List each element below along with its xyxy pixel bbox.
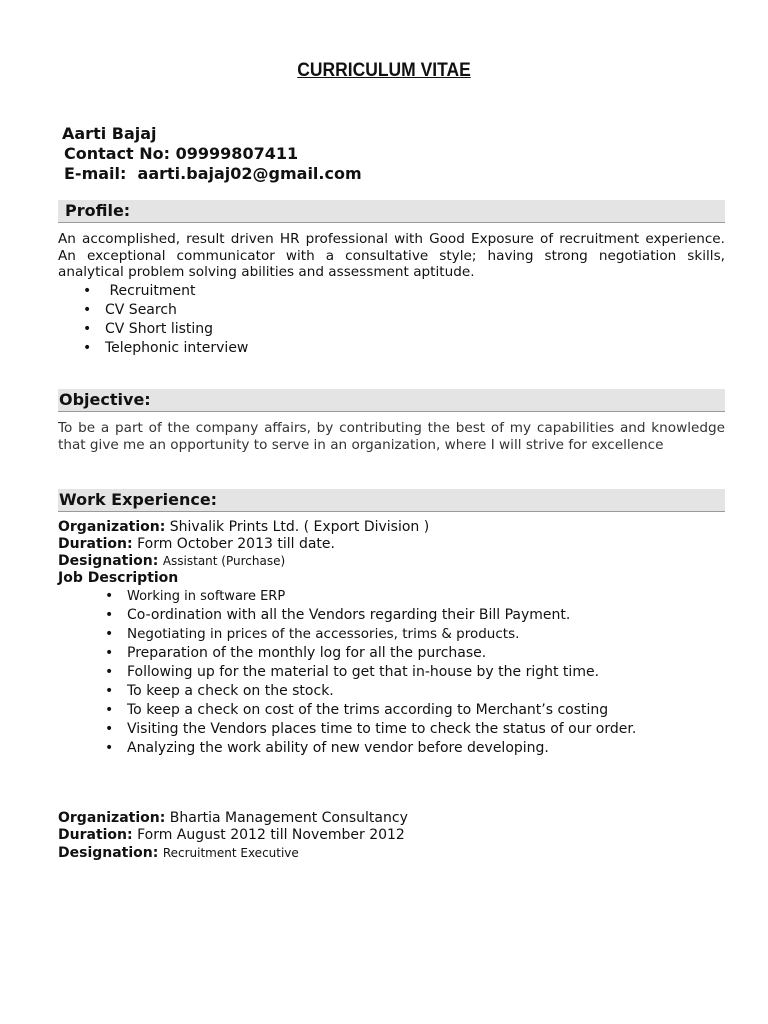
email-label: E-mail: xyxy=(64,164,127,183)
list-item: • Recruitment xyxy=(105,282,248,301)
job1-designation: Designation: Assistant (Purchase) xyxy=(58,553,286,569)
contact-label: Contact No: xyxy=(64,144,171,163)
list-item: • CV Short listing xyxy=(105,320,248,339)
list-item: • Preparation of the monthly log for all the purchase. xyxy=(127,644,636,663)
profile-skills-list xyxy=(105,282,248,358)
profile-heading-bar xyxy=(58,200,725,223)
contact-value: 09999807411 xyxy=(175,144,299,163)
list-item: • Visiting the Vendors places time to time to check the status of our order. xyxy=(127,720,636,739)
job2-organization: Organization: Bhartia Management Consultancy xyxy=(58,810,408,826)
list-item: • Following up for the material to get that in-house by the right time. xyxy=(127,663,636,682)
job2-designation: Designation: Recruitment Executive xyxy=(58,845,299,861)
list-item: • Negotiating in prices of the accessories, trims & products. xyxy=(127,625,636,644)
objective-text: To be a part of the company affairs, by contributing the best of my capabilities and knowledge that give me an opportunity to serve in an organization, where I will strive for excellence xyxy=(58,420,725,453)
work-experience-heading-bar xyxy=(58,489,725,512)
list-item: • Working in software ERP xyxy=(127,587,636,606)
profile-heading: Profile: xyxy=(65,201,131,220)
work-experience-heading: Work Experience: xyxy=(59,490,218,509)
job1-organization: Organization: Shivalik Prints Ltd. ( Export Division ) xyxy=(58,519,430,535)
job1-description-label: Job Description xyxy=(58,570,179,586)
job2-duration: Duration: Form August 2012 till November 2012 xyxy=(58,827,405,843)
list-item: • Co-ordination with all the Vendors regarding their Bill Payment. xyxy=(127,606,636,625)
job1-duties-list xyxy=(127,587,636,758)
list-item: • CV Search xyxy=(105,301,248,320)
list-item: • Analyzing the work ability of new vendor before developing. xyxy=(127,739,636,758)
objective-heading-bar xyxy=(58,389,725,412)
email-line xyxy=(64,164,362,184)
job1-duration: Duration: Form October 2013 till date. xyxy=(58,536,335,552)
list-item: • To keep a check on the stock. xyxy=(127,682,636,701)
list-item: • Telephonic interview xyxy=(105,339,248,358)
contact-line xyxy=(64,144,298,164)
candidate-name: Aarti Bajaj xyxy=(62,124,157,143)
profile-summary: An accomplished, result driven HR professional with Good Exposure of recruitment experience. An exceptional communicator with a consultative style; having strong negotiation skills, analytical problem solving abilities and assessment aptitude. xyxy=(58,231,725,281)
email-value: aarti.bajaj02@gmail.com xyxy=(137,164,362,183)
objective-heading: Objective: xyxy=(59,390,151,409)
document-title: CURRICULUM VITAE xyxy=(297,60,471,81)
list-item: • To keep a check on cost of the trims according to Merchant’s costing xyxy=(127,701,636,720)
